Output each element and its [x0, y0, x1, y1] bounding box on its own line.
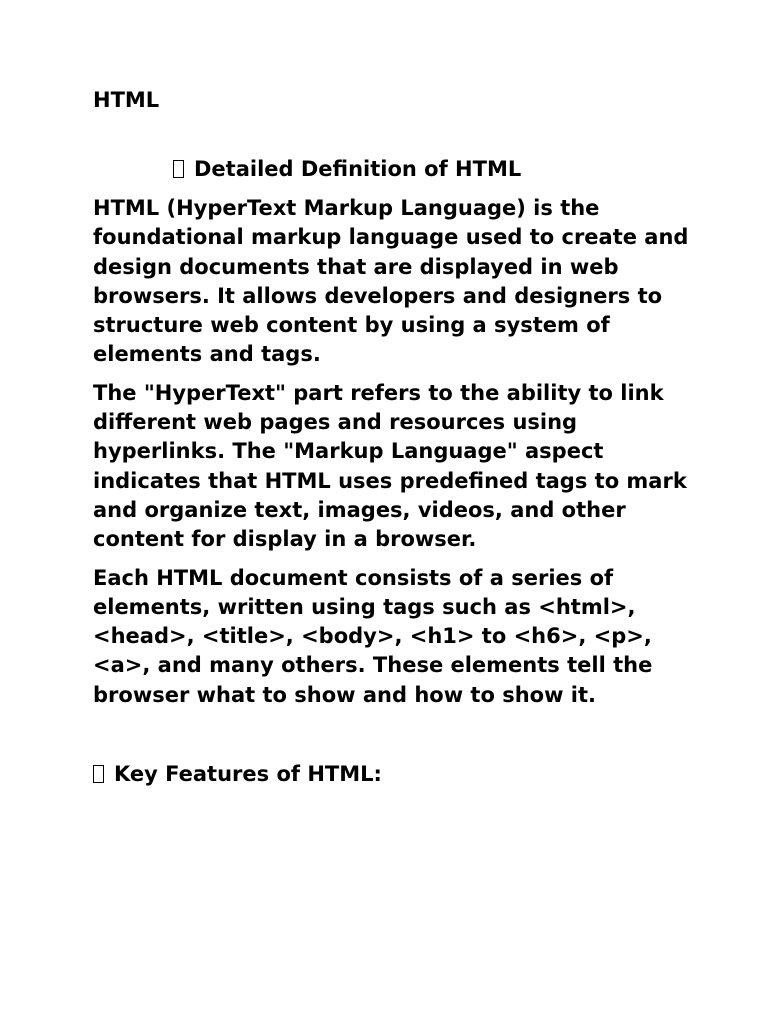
document-body: [93, 86, 693, 788]
features-heading-text: Key Features of HTML:: [114, 762, 382, 787]
definition-heading: [93, 155, 693, 183]
features-heading: [93, 760, 693, 788]
document-title: HTML: [93, 88, 160, 112]
paragraph-definition: HTML (HyperText Markup Language) is the foundational markup language used to create and design documents that are displayed in web browsers. It allows developers and designers to structure web content by using a system of elements and tags.: [93, 196, 689, 367]
paragraph-elements: Each HTML document consists of a series of elements, written using tags such as <html>, <head>, <title>, <body>, <h1> to <h6>, <p>, <a>, and many others. These elements tell the browser what to show and how to show it.: [93, 565, 653, 707]
definition-heading-text: Detailed Definition of HTML: [194, 157, 522, 181]
paragraph-hypertext: The "HyperText" part refers to the ability to link different web pages and resources using hyperlinks. The "Markup Language" aspect indicates that HTML uses predefined tags to mark and organize text, images, videos, and other content for display in a browser.: [93, 380, 687, 552]
missing-glyph-icon: [173, 160, 184, 178]
missing-glyph-icon: [93, 765, 104, 783]
